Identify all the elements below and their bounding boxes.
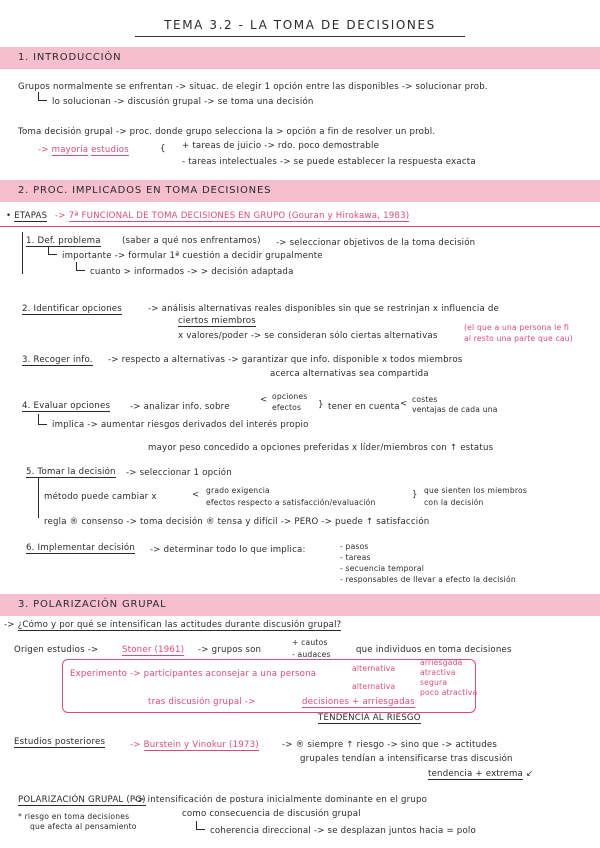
step-1-bracket bbox=[22, 232, 23, 274]
step-4-bracket-icon: } bbox=[318, 400, 324, 410]
s3-origin-ref: Stoner (1961) bbox=[122, 645, 185, 655]
s3-post-a: -> ® siempre ↑ riesgo -> sino que -> actitudes bbox=[282, 740, 498, 750]
step-2-note-1: (el que a una persona le fl bbox=[464, 323, 570, 332]
s3-exp-c2: atractiva bbox=[420, 668, 456, 677]
step-5-brace-icon: < bbox=[192, 490, 200, 500]
step-3-title: 3. Recoger info. bbox=[22, 355, 93, 365]
step-2-a: -> análisis alternativas reales disponibles sin que se restrinjan x influencia de bbox=[148, 304, 500, 314]
s3-exp-a: Experimento -> participantes aconsejar a una persona bbox=[70, 669, 317, 679]
step-3-b: acerca alternativas sea compartida bbox=[270, 369, 429, 379]
etapas-text: -> 7ª FUNCIONAL DE TOMA DECISIONES EN GRUPO (Gouran y Hirokawa, 1983) bbox=[55, 211, 410, 221]
s3-pg-label: POLARIZACIÓN GRUPAL (PG) bbox=[18, 795, 146, 805]
hook-arrow-icon bbox=[196, 821, 205, 830]
hook-arrow-icon bbox=[48, 246, 57, 255]
step-5-a: -> seleccionar 1 opción bbox=[126, 468, 232, 478]
step-5-title: 5. Tomar la decisión bbox=[26, 467, 116, 477]
s1-paragraph-1b: lo solucionan -> discusión grupal -> se toma una decisión bbox=[52, 97, 314, 107]
step-5-e: regla ® consenso -> toma decisión ® tensa y difícil -> PERO -> puede ↑ satisfacción bbox=[44, 517, 430, 527]
step-4-brace-1: opciones bbox=[272, 392, 308, 401]
s1-item-juicio: + tareas de juicio -> rdo. poco demostrable bbox=[182, 141, 380, 151]
s3-exp-b2: alternativa bbox=[352, 682, 396, 691]
s3-pg-b: como consecuencia de discusión grupal bbox=[182, 809, 361, 819]
step-4-b: tener en cuenta bbox=[328, 402, 400, 412]
s3-post-b: grupales tendían a intensificarse tras discusión bbox=[300, 754, 513, 764]
s3-pg-c: coherencia direccional -> se desplazan juntos hacia = polo bbox=[210, 826, 476, 836]
step-1-b: importante -> formular 1ª cuestión a decidir grupalmente bbox=[62, 251, 323, 261]
s3-pg-a: -> intensificación de postura inicialmente dominante en el grupo bbox=[134, 795, 428, 805]
step-2-a2: ciertos miembros bbox=[178, 316, 256, 326]
step-5-bracket bbox=[38, 478, 39, 518]
step-2-title: 2. Identificar opciones bbox=[22, 304, 122, 314]
step-2-note-2: al resto una parte que cau) bbox=[464, 334, 573, 343]
section-2-heading: 2. PROC. IMPLICADOS EN TOMA DECISIONES bbox=[18, 185, 272, 196]
step-4-d: implica -> aumentar riesgos derivados del interés propio bbox=[52, 420, 309, 430]
step-6-list-2: - tareas bbox=[340, 553, 371, 562]
step-5-c1: grado exigencia bbox=[206, 486, 270, 495]
step-6-a: -> determinar todo lo que implica: bbox=[150, 545, 306, 555]
s3-exp-g: TENDENCIA AL RIESGO bbox=[318, 713, 421, 723]
step-5-b: método puede cambiar x bbox=[44, 492, 157, 502]
s3-post-c: tendencia + extrema ↙ bbox=[428, 769, 534, 779]
step-6-list-1: - pasos bbox=[340, 542, 369, 551]
step-1-c: cuanto > informados -> > decisión adaptada bbox=[90, 267, 294, 277]
s3-exp-f: decisiones + arriesgadas bbox=[302, 697, 415, 707]
s3-origin-b2: - audaces bbox=[292, 650, 331, 659]
page-title: TEMA 3.2 - LA TOMA DE DECISIONES bbox=[164, 18, 436, 32]
s3-post-label: Estudios posteriores bbox=[14, 737, 106, 747]
s3-post-ref: -> Burstein y Vinokur (1973) bbox=[130, 740, 259, 750]
s3-exp-e: tras discusión grupal -> bbox=[148, 697, 256, 707]
s3-exp-c1: arriesgada bbox=[420, 658, 463, 667]
s3-origin-c: que individuos en toma decisiones bbox=[356, 645, 512, 655]
s3-exp-b1: alternativa bbox=[352, 664, 396, 673]
step-1-title: 1. Def. problema bbox=[26, 236, 101, 246]
step-4-brace-icon-2: < bbox=[400, 399, 408, 409]
s3-question: -> ¿Cómo y por qué se intensifican las actitudes durante discusión grupal? bbox=[4, 620, 342, 630]
hook-arrow-icon bbox=[38, 92, 47, 101]
section-1-heading: 1. INTRODUCCIÓN bbox=[18, 52, 122, 63]
s3-pg-side-1: * riesgo en toma decisiones bbox=[18, 812, 130, 821]
s1-mayoria-label: -> mayoría estudios bbox=[38, 145, 129, 155]
step-4-c2: ventajas de cada una bbox=[412, 405, 498, 414]
step-6-list-4: - responsables de llevar a efecto la decisión bbox=[340, 575, 516, 584]
step-4-title: 4. Evaluar opciones bbox=[22, 401, 111, 411]
step-4-e: mayor peso concedido a opciones preferidas x líder/miembros con ↑ estatus bbox=[148, 443, 494, 453]
step-6-list-3: - secuencia temporal bbox=[340, 564, 425, 573]
step-4-brace-2: efectos bbox=[272, 403, 302, 412]
hook-arrow-icon bbox=[38, 414, 47, 425]
title-underline bbox=[135, 36, 465, 37]
step-5-d2: con la decisión bbox=[424, 498, 484, 507]
s1-paragraph-2: Toma decisión grupal -> proc. donde grupo selecciona la > opción a fin de resolver un probl. bbox=[18, 127, 436, 137]
step-4-brace-icon: < bbox=[260, 395, 268, 405]
step-2-b: x valores/poder -> se consideran sólo ciertas alternativas bbox=[178, 331, 438, 341]
s1-item-intelectuales: - tareas intelectuales -> se puede establecer la respuesta exacta bbox=[182, 157, 476, 167]
step-3-a: -> respecto a alternativas -> garantizar que info. disponible x todos miembros bbox=[108, 355, 463, 365]
step-1-paren: (saber a qué nos enfrentamos) bbox=[122, 236, 261, 246]
s3-exp-d2: poco atractiva bbox=[420, 688, 478, 697]
section-3-heading: 3. POLARIZACIÓN GRUPAL bbox=[18, 599, 167, 610]
step-5-c2: efectos respecto a satisfacción/evaluación bbox=[206, 498, 376, 507]
step-5-d1: que sienten los miembros bbox=[424, 486, 528, 495]
s3-pg-side-2: que afecta al pensamiento bbox=[30, 822, 137, 831]
etapas-rule bbox=[0, 226, 600, 227]
step-5-bracket-icon: } bbox=[412, 490, 418, 500]
s3-exp-d1: segura bbox=[420, 678, 448, 687]
step-6-title: 6. Implementar decisión bbox=[26, 543, 135, 553]
etapas-label: • ETAPAS bbox=[6, 211, 48, 221]
s1-paragraph-1: Grupos normalmente se enfrentan -> situac. de elegir 1 opción entre las disponibles -> solucionar prob. bbox=[18, 82, 488, 92]
s3-origin-a: -> grupos son bbox=[198, 645, 262, 655]
hook-arrow-icon bbox=[76, 262, 85, 271]
s3-origin-b1: + cautos bbox=[292, 638, 328, 647]
s3-origin-label: Origen estudios -> bbox=[14, 645, 99, 655]
step-4-a: -> analizar info. sobre bbox=[130, 402, 230, 412]
s1-brace-icon: { bbox=[160, 144, 166, 154]
step-1-a: -> seleccionar objetivos de la toma decisión bbox=[276, 238, 476, 248]
step-4-c1: costes bbox=[412, 395, 438, 404]
